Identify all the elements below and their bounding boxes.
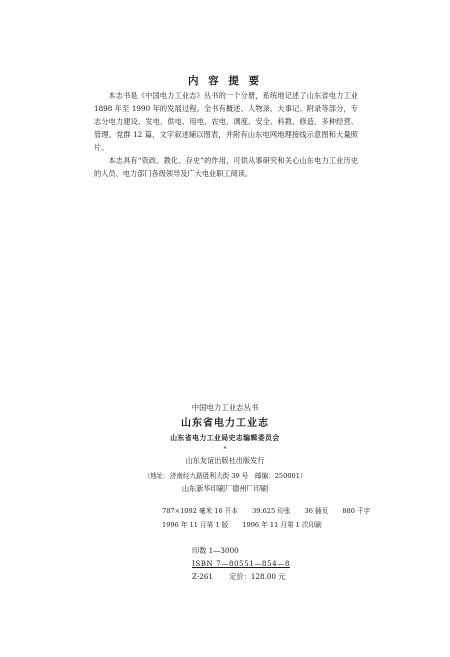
separator-mark: *	[223, 446, 227, 453]
price: 定价：128.00 元	[229, 572, 286, 581]
print-run: 印数 1—3000	[192, 546, 239, 555]
price-row	[192, 570, 299, 583]
spec-printing: 1996 年 11 月第 1 次印刷	[242, 520, 322, 529]
spec-format: 787×1092 毫米 16 开本	[162, 507, 238, 515]
spec-row-edition	[162, 519, 382, 533]
publisher-address: （地址：济南经九路胜利大街 39 号 邮编：250001）	[143, 472, 307, 480]
summary-paragraph-1: 本志书是《中国电力工业志》丛书的一个分册，系统地记述了山东省电力工业 1898 年至 1990 年的发展过程。全书有概述、人物录、大事记、附录等部分，专志分电力建设、发电、供电、用电、农电、调度、安全、科教、修造、多种经营、管理、党群 12 篇，文字叙述辅以图表，并附有山东电网地理接线示意图和大量照片。	[94, 91, 358, 152]
isbn: ISBN 7—80551—854—8	[192, 559, 290, 568]
classification-code: Z·261	[192, 572, 213, 581]
spec-row-format	[162, 505, 382, 519]
spec-words: 880 千字	[342, 507, 371, 515]
editorial-committee: 山东省电力工业局史志编辑委员会	[170, 434, 280, 442]
publication-specs	[162, 505, 382, 532]
summary-body	[94, 89, 358, 180]
publisher: 山东友谊出版社出版发行	[185, 456, 265, 465]
spec-sheets: 39.625 印张	[252, 507, 291, 515]
summary-title: 内 容 提 要	[188, 75, 262, 87]
book-title: 山东省电力工业志	[181, 418, 269, 429]
spec-edition: 1996 年 11 月第 1 版	[162, 520, 229, 529]
isbn-block	[192, 544, 299, 583]
printer: 山东新华印刷厂德州厂印刷	[181, 484, 269, 493]
spec-plates: 36 插页	[304, 507, 329, 515]
summary-paragraph-2: 本志具有“资政、教化、存史”的作用，可供从事研究和关心山东电力工业历史的人员、电力部门各级领导及广大电业职工阅读。	[94, 156, 358, 178]
series-name: 中国电力工业志丛书	[191, 403, 259, 412]
